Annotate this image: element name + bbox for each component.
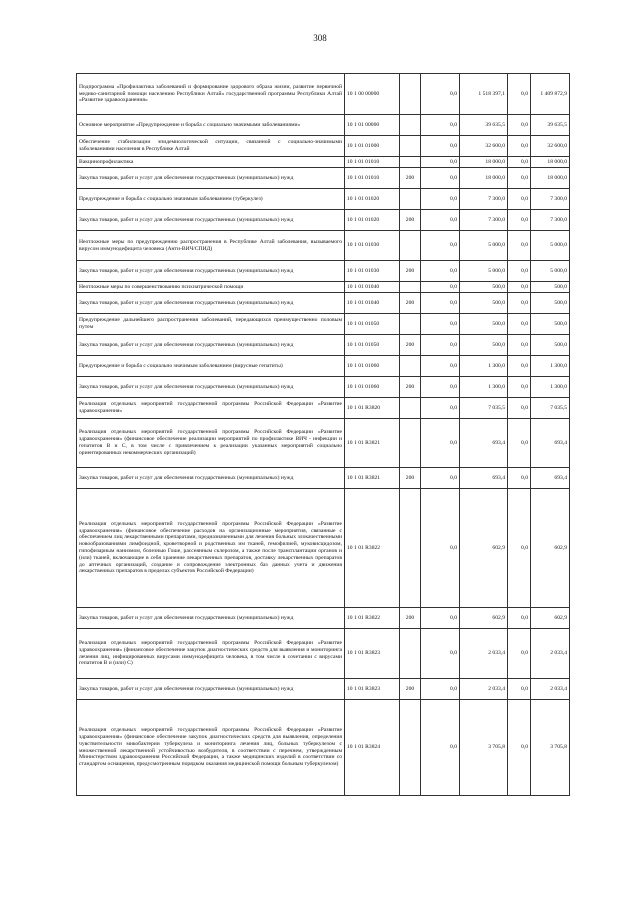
table-row [77, 115, 570, 136]
row-value-1-cell: 0,0 [421, 136, 460, 157]
row-expense-type-cell: 200 [400, 210, 421, 231]
table-row [77, 136, 570, 157]
row-value-1-cell: 0,0 [421, 314, 460, 335]
row-value-3-cell: 0,0 [508, 231, 531, 261]
row-value-4-cell: 39 635,5 [531, 115, 570, 136]
row-value-1-cell: 0,0 [421, 419, 460, 468]
row-expense-type-cell [400, 489, 421, 608]
row-code-cell: 10 1 00 00000 [345, 74, 400, 115]
row-value-3-cell: 0,0 [508, 168, 531, 189]
row-value-4-cell: 18 000,0 [531, 157, 570, 168]
row-value-3-cell: 0,0 [508, 700, 531, 796]
row-expense-type-cell: 200 [400, 261, 421, 282]
row-value-2-cell: 693,4 [460, 468, 508, 489]
row-code-cell: 10 1 01 R3821 [345, 468, 400, 489]
table-row [77, 608, 570, 629]
row-value-1-cell: 0,0 [421, 356, 460, 377]
row-code-cell: 10 1 01 01050 [345, 335, 400, 356]
row-expense-type-cell [400, 419, 421, 468]
table-row [77, 157, 570, 168]
table-row [77, 293, 570, 314]
table-row [77, 419, 570, 468]
row-name-cell: Закупка товаров, работ и услуг для обеспечения государственных (муниципальных) нужд [77, 679, 345, 700]
row-value-2-cell: 602,9 [460, 489, 508, 608]
row-value-2-cell: 7 035,5 [460, 398, 508, 419]
row-expense-type-cell [400, 157, 421, 168]
row-value-4-cell: 1 300,0 [531, 377, 570, 398]
row-expense-type-cell [400, 700, 421, 796]
row-value-4-cell: 500,0 [531, 314, 570, 335]
row-value-2-cell: 1 300,0 [460, 356, 508, 377]
row-value-2-cell: 693,4 [460, 419, 508, 468]
row-value-4-cell: 693,4 [531, 468, 570, 489]
page-number: 308 [313, 33, 327, 43]
row-value-2-cell: 2 033,4 [460, 679, 508, 700]
row-name-cell: Вакцинопрофилактика [77, 157, 345, 168]
row-name-cell: Основное мероприятие «Предупреждение и борьба с социально значимыми заболеваниями» [77, 115, 345, 136]
row-value-2-cell: 7 300,0 [460, 210, 508, 231]
row-value-4-cell: 602,9 [531, 608, 570, 629]
row-value-3-cell: 0,0 [508, 210, 531, 231]
row-code-cell: 10 1 01 R3820 [345, 398, 400, 419]
table-row [77, 489, 570, 608]
table-row [77, 231, 570, 261]
row-code-cell: 10 1 01 01010 [345, 157, 400, 168]
row-code-cell: 10 1 01 R3822 [345, 608, 400, 629]
row-value-4-cell: 2 033,4 [531, 629, 570, 679]
row-expense-type-cell [400, 314, 421, 335]
table-row [77, 168, 570, 189]
row-value-1-cell: 0,0 [421, 189, 460, 210]
table-row [77, 335, 570, 356]
row-value-2-cell: 1 518 397,1 [460, 74, 508, 115]
row-name-cell: Закупка товаров, работ и услуг для обеспечения государственных (муниципальных) нужд [77, 293, 345, 314]
row-value-4-cell: 602,9 [531, 489, 570, 608]
row-value-1-cell: 0,0 [421, 210, 460, 231]
table-row [77, 629, 570, 679]
row-name-cell: Обеспечение стабилизации эпидемиологической ситуации, связанной с социально-значимыми заболеваниями населения в Республике Алтай [77, 136, 345, 157]
row-value-3-cell: 0,0 [508, 629, 531, 679]
row-value-1-cell: 0,0 [421, 115, 460, 136]
row-value-2-cell: 2 033,4 [460, 629, 508, 679]
row-code-cell: 10 1 01 01020 [345, 210, 400, 231]
row-value-1-cell: 0,0 [421, 335, 460, 356]
table-row [77, 74, 570, 115]
row-value-4-cell: 18 000,0 [531, 168, 570, 189]
row-value-4-cell: 693,4 [531, 419, 570, 468]
row-value-2-cell: 500,0 [460, 314, 508, 335]
row-value-3-cell: 0,0 [508, 356, 531, 377]
row-code-cell: 10 1 01 01000 [345, 136, 400, 157]
row-code-cell: 10 1 01 01060 [345, 356, 400, 377]
row-value-3-cell: 0,0 [508, 189, 531, 210]
row-value-2-cell: 500,0 [460, 335, 508, 356]
row-code-cell: 10 1 01 01020 [345, 189, 400, 210]
row-value-1-cell: 0,0 [421, 231, 460, 261]
table-row [77, 398, 570, 419]
row-value-4-cell: 7 300,0 [531, 189, 570, 210]
budget-table [76, 73, 570, 796]
row-expense-type-cell [400, 189, 421, 210]
row-value-2-cell: 18 000,0 [460, 168, 508, 189]
row-value-4-cell: 500,0 [531, 293, 570, 314]
row-code-cell: 10 1 01 01040 [345, 293, 400, 314]
row-value-3-cell: 0,0 [508, 261, 531, 282]
row-value-1-cell: 0,0 [421, 700, 460, 796]
row-expense-type-cell [400, 136, 421, 157]
row-expense-type-cell: 200 [400, 377, 421, 398]
row-expense-type-cell [400, 629, 421, 679]
row-value-3-cell: 0,0 [508, 136, 531, 157]
row-expense-type-cell [400, 398, 421, 419]
row-name-cell: Закупка товаров, работ и услуг для обеспечения государственных (муниципальных) нужд [77, 335, 345, 356]
table-row [77, 210, 570, 231]
row-value-1-cell: 0,0 [421, 157, 460, 168]
row-name-cell: Закупка товаров, работ и услуг для обеспечения государственных (муниципальных) нужд [77, 261, 345, 282]
row-name-cell: Предупреждение и борьба с социально значимым заболеванием (туберкулез) [77, 189, 345, 210]
row-name-cell: Закупка товаров, работ и услуг для обеспечения государственных (муниципальных) нужд [77, 468, 345, 489]
table-row [77, 679, 570, 700]
row-value-1-cell: 0,0 [421, 608, 460, 629]
row-value-3-cell: 0,0 [508, 282, 531, 293]
row-value-2-cell: 3 705,8 [460, 700, 508, 796]
row-name-cell: Подпрограмма «Профилактика заболеваний и формирование здорового образа жизни, развитие первичной медико-санитарной помощи населению Республики Алтай» государственной программы Республики Алтай «Развитие здравоохранения» [77, 74, 345, 115]
row-value-4-cell: 3 705,8 [531, 700, 570, 796]
row-value-4-cell: 1 300,0 [531, 356, 570, 377]
row-value-1-cell: 0,0 [421, 398, 460, 419]
row-value-3-cell: 0,0 [508, 314, 531, 335]
row-value-3-cell: 0,0 [508, 293, 531, 314]
row-code-cell: 10 1 01 01030 [345, 231, 400, 261]
row-value-4-cell: 500,0 [531, 282, 570, 293]
table-row [77, 700, 570, 796]
row-expense-type-cell [400, 282, 421, 293]
table-row [77, 314, 570, 335]
row-value-2-cell: 500,0 [460, 293, 508, 314]
row-expense-type-cell [400, 231, 421, 261]
row-name-cell: Неотложные меры по совершенствованию психиатрической помощи [77, 282, 345, 293]
row-value-1-cell: 0,0 [421, 168, 460, 189]
table-row [77, 468, 570, 489]
row-expense-type-cell: 200 [400, 468, 421, 489]
row-name-cell: Реализация отдельных мероприятий государственной программы Российской Федерации «Развитие здравоохранения» (финансовое обеспечение реализации мероприятий по профилактике ВИЧ - инфекции и гепатитов В и С, в том числе с привлечением к реализации указанных мероприятий социально ориентированных некоммерческих организаций) [77, 419, 345, 468]
row-value-3-cell: 0,0 [508, 335, 531, 356]
row-value-4-cell: 32 600,0 [531, 136, 570, 157]
row-code-cell: 10 1 01 01050 [345, 314, 400, 335]
row-value-2-cell: 32 600,0 [460, 136, 508, 157]
row-value-2-cell: 39 635,5 [460, 115, 508, 136]
row-value-3-cell: 0,0 [508, 115, 531, 136]
row-value-3-cell: 0,0 [508, 608, 531, 629]
row-code-cell: 10 1 01 R3824 [345, 700, 400, 796]
row-code-cell: 10 1 01 01060 [345, 377, 400, 398]
row-value-1-cell: 0,0 [421, 74, 460, 115]
row-code-cell: 10 1 01 00000 [345, 115, 400, 136]
row-name-cell: Предупреждение и борьба с социально значимым заболеванием (вирусные гепатиты) [77, 356, 345, 377]
row-value-4-cell: 2 033,4 [531, 679, 570, 700]
row-name-cell: Реализация отдельных мероприятий государственной программы Российской Федерации «Развитие здравоохранения» (финансовое обеспечение закупок диагностических средств для выявления и мониторинга лечения лиц, инфицированных вирусами иммунодефицита человека, в том числе в сочетании с вирусами гепатитов В и (или) С) [77, 629, 345, 679]
row-code-cell: 10 1 01 R3822 [345, 489, 400, 608]
row-value-1-cell: 0,0 [421, 282, 460, 293]
table-row [77, 261, 570, 282]
row-value-4-cell: 500,0 [531, 335, 570, 356]
row-name-cell: Реализация отдельных мероприятий государственной программы Российской Федерации «Развитие здравоохранения» (финансовое обеспечение закупок диагностических средств для выявления, определения чувствительности микобактерии туберкулеза и мониторинга лечения лиц, больных туберкулезом с множественной лекарственной устойчивостью возбудителя, в соответствии с перечнем, утвержденным Министерством здравоохранения Российской Федерации, а также медицинских изделий в соответствии со стандартом оснащения, предусмотренным порядком оказания медицинской помощи больным туберкулезом) [77, 700, 345, 796]
row-value-2-cell: 18 000,0 [460, 157, 508, 168]
row-value-2-cell: 5 000,0 [460, 261, 508, 282]
table-row [77, 356, 570, 377]
row-name-cell: Предупреждение дальнейшего распространения заболеваний, передающихся преимущественно половым путем [77, 314, 345, 335]
row-code-cell: 10 1 01 01010 [345, 168, 400, 189]
row-expense-type-cell: 200 [400, 335, 421, 356]
row-value-2-cell: 602,9 [460, 608, 508, 629]
row-name-cell: Закупка товаров, работ и услуг для обеспечения государственных (муниципальных) нужд [77, 210, 345, 231]
row-value-2-cell: 7 300,0 [460, 189, 508, 210]
row-value-4-cell: 5 000,0 [531, 261, 570, 282]
row-value-4-cell: 7 300,0 [531, 210, 570, 231]
row-value-2-cell: 500,0 [460, 282, 508, 293]
row-value-1-cell: 0,0 [421, 261, 460, 282]
row-name-cell: Закупка товаров, работ и услуг для обеспечения государственных (муниципальных) нужд [77, 168, 345, 189]
row-value-3-cell: 0,0 [508, 419, 531, 468]
row-code-cell: 10 1 01 01030 [345, 261, 400, 282]
row-value-1-cell: 0,0 [421, 489, 460, 608]
row-value-1-cell: 0,0 [421, 629, 460, 679]
row-code-cell: 10 1 01 R3821 [345, 419, 400, 468]
row-value-4-cell: 5 000,0 [531, 231, 570, 261]
row-value-3-cell: 0,0 [508, 74, 531, 115]
row-value-4-cell: 1 409 872,9 [531, 74, 570, 115]
row-name-cell: Закупка товаров, работ и услуг для обеспечения государственных (муниципальных) нужд [77, 608, 345, 629]
row-value-4-cell: 7 035,5 [531, 398, 570, 419]
table-row [77, 189, 570, 210]
row-value-3-cell: 0,0 [508, 398, 531, 419]
row-value-1-cell: 0,0 [421, 293, 460, 314]
table-row [77, 282, 570, 293]
row-value-1-cell: 0,0 [421, 468, 460, 489]
row-value-3-cell: 0,0 [508, 468, 531, 489]
row-value-2-cell: 5 000,0 [460, 231, 508, 261]
row-expense-type-cell: 200 [400, 168, 421, 189]
row-code-cell: 10 1 01 R3823 [345, 679, 400, 700]
row-name-cell: Реализация отдельных мероприятий государственной программы Российской Федерации «Развитие здравоохранения» [77, 398, 345, 419]
row-name-cell: Реализация отдельных мероприятий государственной программы Российской Федерации «Развитие здравоохранения» (финансовое обеспечение расходов на организационные мероприятия, связанные с обеспечением лиц лекарственными препаратами, предназначенными для лечения больных злокачественными новообразованиями лимфоидной, кроветворной и родственных им тканей, гемофилией, муковисцидозом, гипофизарным нанизмом, болезнью Гоше, рассеянным склерозом, а также после трансплантации органов и (или) тканей, включающие в себя хранение лекарственных препаратов, доставку лекарственных препаратов до аптечных организаций, создание и сопровождение электронных баз данных учета и движения лекарственных препаратов в пределах субъектов Российской Федерации) [77, 489, 345, 608]
row-code-cell: 10 1 01 R3823 [345, 629, 400, 679]
row-value-3-cell: 0,0 [508, 377, 531, 398]
row-value-3-cell: 0,0 [508, 157, 531, 168]
row-name-cell: Неотложные меры по предупреждению распространения в Республике Алтай заболевания, вызываемого вирусом иммунодефицита человека (Анти-ВИЧ/СПИД) [77, 231, 345, 261]
row-expense-type-cell [400, 115, 421, 136]
row-value-3-cell: 0,0 [508, 679, 531, 700]
row-value-3-cell: 0,0 [508, 489, 531, 608]
row-expense-type-cell: 200 [400, 608, 421, 629]
row-value-2-cell: 1 300,0 [460, 377, 508, 398]
row-name-cell: Закупка товаров, работ и услуг для обеспечения государственных (муниципальных) нужд [77, 377, 345, 398]
row-expense-type-cell [400, 356, 421, 377]
row-code-cell: 10 1 01 01040 [345, 282, 400, 293]
row-expense-type-cell: 200 [400, 293, 421, 314]
row-value-1-cell: 0,0 [421, 377, 460, 398]
table-row [77, 377, 570, 398]
row-expense-type-cell [400, 74, 421, 115]
row-value-1-cell: 0,0 [421, 679, 460, 700]
row-expense-type-cell: 200 [400, 679, 421, 700]
